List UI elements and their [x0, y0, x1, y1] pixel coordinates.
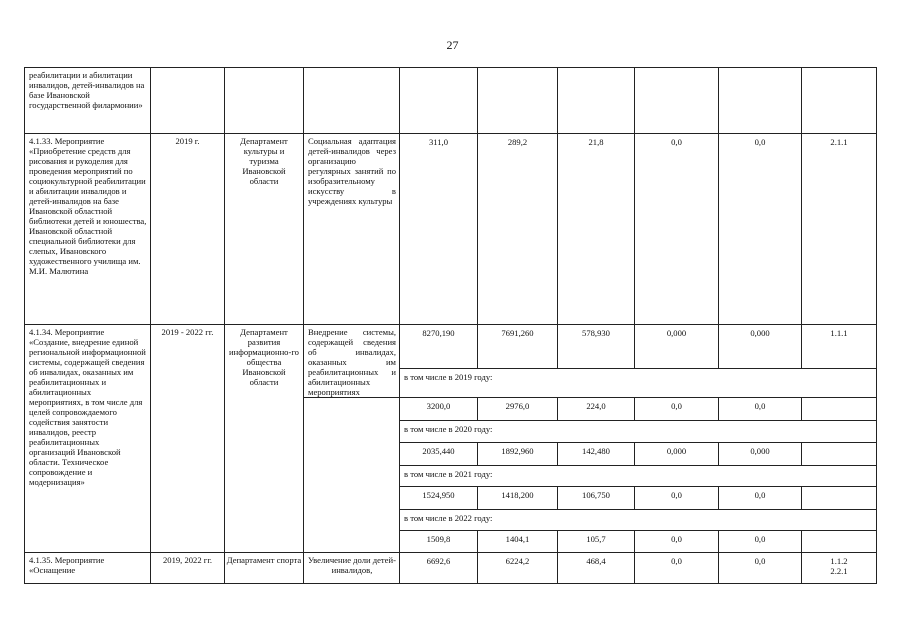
table-row: [25, 134, 877, 325]
measure-description: 4.1.33. Мероприятие «Приобретение средств для рисования и рукоделия для проведения мероприятий по социокультурной реабилитации и абилитации инвалидов и детей-инвалидов на базе Ивановской областной библиотеки детей и юношества, Ивановской областной специальной библиотеки для слепых, Ивановского художественного училища им. М.И. Малютина: [25, 134, 151, 325]
value-other: [719, 68, 802, 134]
value-other: 0,0: [719, 531, 802, 553]
indicator-code: [802, 398, 877, 421]
value-local: [635, 68, 719, 134]
table-row: [25, 68, 877, 134]
value-total: 6692,6: [400, 553, 478, 584]
value-local: 0,0: [635, 487, 719, 510]
value-federal: 7691,260: [478, 325, 558, 369]
value-federal: 2976,0: [478, 398, 558, 421]
value-total: [400, 68, 478, 134]
value-local: 0,0: [635, 531, 719, 553]
value-total: 1524,950: [400, 487, 478, 510]
measure-years: 2019 г.: [151, 134, 225, 325]
measure-years: 2019, 2022 гг.: [151, 553, 225, 584]
table-row: [25, 553, 877, 584]
measure-result: Внедрение системы, содержащей сведения об инвалидах, оказанных им реабилитационных и абилитационных мероприятиях: [304, 325, 400, 398]
indicator-code: 1.1.1: [802, 325, 877, 369]
value-total: 8270,190: [400, 325, 478, 369]
indicator-code: [802, 487, 877, 510]
result-continuation: [304, 398, 400, 553]
measure-years: [151, 68, 225, 134]
value-other: 0,0: [719, 134, 802, 325]
value-regional: [558, 68, 635, 134]
measure-department: Департамент развития информационно-го общества Ивановской области: [225, 325, 304, 553]
indicator-code: 2.1.1: [802, 134, 877, 325]
value-other: 0,0: [719, 398, 802, 421]
indicator-code: [802, 531, 877, 553]
value-total: 311,0: [400, 134, 478, 325]
value-local: 0,0: [635, 134, 719, 325]
value-federal: [478, 68, 558, 134]
value-regional: 106,750: [558, 487, 635, 510]
indicator-code: [802, 68, 877, 134]
value-total: 1509,8: [400, 531, 478, 553]
indicator-code: 1.1.2 2.2.1: [802, 553, 877, 584]
value-regional: 142,480: [558, 443, 635, 466]
value-other: 0,000: [719, 325, 802, 369]
measure-result: Социальная адаптация детей-инвалидов через организацию регулярных занятий по изобразительному искусству в учреждениях культуры: [304, 134, 400, 325]
value-federal: 289,2: [478, 134, 558, 325]
value-regional: 21,8: [558, 134, 635, 325]
value-regional: 105,7: [558, 531, 635, 553]
value-other: 0,0: [719, 487, 802, 510]
value-other: 0,0: [719, 553, 802, 584]
measure-description: реабилитации и абилитации инвалидов, детей-инвалидов на базе Ивановской государственной филармонии»: [25, 68, 151, 134]
value-federal: 1892,960: [478, 443, 558, 466]
value-total: 3200,0: [400, 398, 478, 421]
value-local: 0,0: [635, 398, 719, 421]
year-breakdown-label: в том числе в 2020 году:: [400, 421, 877, 443]
measure-department: Департамент спорта: [225, 553, 304, 584]
value-total: 2035,440: [400, 443, 478, 466]
value-federal: 1404,1: [478, 531, 558, 553]
value-other: 0,000: [719, 443, 802, 466]
value-federal: 1418,200: [478, 487, 558, 510]
table-row: [25, 325, 877, 369]
measure-description: 4.1.35. Мероприятие «Оснащение: [25, 553, 151, 584]
value-regional: 224,0: [558, 398, 635, 421]
measure-years: 2019 - 2022 гг.: [151, 325, 225, 553]
value-local: 0,000: [635, 325, 719, 369]
value-regional: 468,4: [558, 553, 635, 584]
measure-description: 4.1.34. Мероприятие «Создание, внедрение единой региональной информационной системы, содержащей сведения об инвалидах, оказанных им реабилитационных и абилитационных мероприятиях, в том числе для целей сопровождаемого содействия занятости инвалидов, реестр реабилитационных организаций Ивановской области. Техническое сопровождение и модернизация»: [25, 325, 151, 553]
value-regional: 578,930: [558, 325, 635, 369]
measure-result: Увеличение доли детей-инвалидов,: [304, 553, 400, 584]
measure-department: Департамент культуры и туризма Ивановской области: [225, 134, 304, 325]
year-breakdown-label: в том числе в 2019 году:: [400, 368, 877, 397]
measure-result: [304, 68, 400, 134]
indicator-code: [802, 443, 877, 466]
measure-department: [225, 68, 304, 134]
value-local: 0,000: [635, 443, 719, 466]
value-local: 0,0: [635, 553, 719, 584]
value-federal: 6224,2: [478, 553, 558, 584]
year-breakdown-label: в том числе в 2021 году:: [400, 466, 877, 487]
program-table: [24, 67, 877, 584]
year-breakdown-label: в том числе в 2022 году:: [400, 510, 877, 531]
page-number: 27: [446, 38, 459, 52]
